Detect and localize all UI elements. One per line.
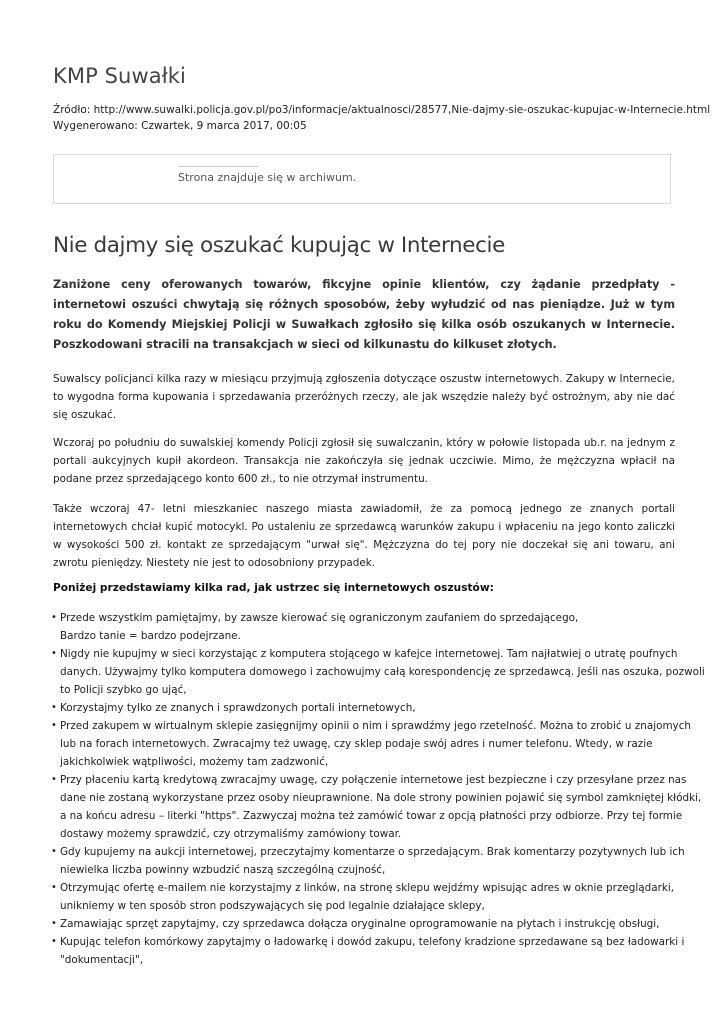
bullet-icon: • [51,612,57,623]
bullet-icon: • [51,882,57,893]
tip-line: "dokumentacji", [60,954,144,966]
tip-line: Gdy kupujemy na aukcji internetowej, przeczytajmy komentarze o sprzedającym. Brak komentarzy pozytywnych lub ich [60,846,685,858]
bullet-icon: • [51,918,57,929]
tip-item [53,609,673,645]
tip-line: Nigdy nie kupujmy w sieci korzystając z komputera stojącego w kafejce internetowej. Tam najłatwiej o utratę poufnych [60,648,678,660]
tip-line: Kupując telefon komórkowy zapytajmy o ładowarkę i dowód zakupu, telefony kradzione sprzedawane są bez ładowarki i [60,936,685,948]
archive-notice: Strona znajduje się w archiwum. [178,171,357,184]
tip-line: Korzystajmy tylko ze znanych i sprawdzonych portali internetowych, [60,702,416,714]
bullet-icon: • [51,702,57,713]
tip-line: danych. Używajmy tylko komputera domowego i zachowujmy całą korespondencję ze sprzedawcą. Jeśli nas oszuka, pozwoli [60,666,705,678]
tip-line: jakichkolwiek wątpliwości, możemy tam zadzwonić, [60,756,329,768]
generated-line: Wygenerowano: Czwartek, 9 marca 2017, 00:05 [53,120,307,132]
tip-item [53,915,673,933]
tip-line: Bardzo tanie = bardzo podejrzane. [60,630,241,642]
tip-line: lub na forach internetowych. Zwracajmy też uwagę, czy sklep podaje swój adres i numer telefonu. Wtedy, w razie [60,738,653,750]
tip-item [51,933,685,969]
bullet-icon: • [51,936,57,947]
bullet-icon: • [51,774,57,785]
tip-item [51,771,702,843]
article-paragraph: Wczoraj po południu do suwalskiej komendy Policji zgłosił się suwalczanin, który w połowie listopada ub.r. na jednym z portali aukcyjnych kupił akordeon. Transakcja nie zakończyła się jednak uczciwie. Mimo, że mężczyzna wpłacił na podane przez sprzedającego konto 600 zł., to nie otrzymał instrumentu. [53,437,675,485]
tips-heading: Poniżej przedstawiamy kilka rad, jak ustrzec się internetowych oszustów: [53,582,494,594]
tip-line: dane nie zostaną wykorzystane przez osoby nieuprawnione. Na dole strony powinien pojawić się symbol zamkniętej kłódki, [60,792,702,804]
tip-item [51,717,692,771]
article-paragraph: Także wczoraj 47- letni mieszkaniec naszego miasta zawiadomił, że za pomocą jednego ze znanych portali internetowych chciał kupić motocykl. Po ustaleniu ze sprzedawcą warunków zakupu i wpłaceniu na jego konto zaliczki w wysokości 500 zł. kontakt ze sprzedającym "urwał się". Mężczyzna do tej pory nie doczekał się ani towaru, ani zwrotu pieniędzy. Niestety nie jest to odosobniony przypadek. [53,503,675,569]
article-paragraph: Suwalscy policjanci kilka razy w miesiącu przyjmują zgłoszenia dotyczące oszustw internetowych. Zakupy w Internecie, to wygodna forma kupowania i sprzedawania przeróżnych rzeczy, ale jak wszędzie należy być ostrożnym, aby nie dać się oszukać. [53,373,675,421]
tip-line: Przede wszystkim pamiętajmy, by zawsze kierować się ograniczonym zaufaniem do sprzedającego, [60,612,579,624]
tip-line: Przy płaceniu kartą kredytową zwracajmy uwagę, czy połączenie internetowe jest bezpieczne i czy przesyłane przez nas [60,774,687,786]
tip-item [51,645,705,699]
article-lead: Zaniżone ceny oferowanych towarów, fikcyjne opinie klientów, czy żądanie przedpłaty - internetowi oszuści chwytają się różnych sposobów, żeby wyłudzić od nas pieniądze. Już w tym roku do Komendy Miejskiej Policji w Suwałkach zgłosiło się kilka osób oszukanych w Internecie. Poszkodowani stracili na transakcjach w sieci od kilkunastu do kilkuset złotych. [53,278,675,351]
tip-line: unikniemy w ten sposób stron podszywających się pod legalnie działające sklepy, [60,900,485,912]
tip-item [53,699,673,717]
bullet-icon: • [51,846,57,857]
tip-line: Otrzymując ofertę e-mailem nie korzystajmy z linków, na stronę sklepu wejdźmy wpisując adres w oknie przeglądarki, [60,882,675,894]
archive-notice-box [53,154,671,204]
tip-line: niewielka liczba powinny wzbudzić naszą szczególną czujność, [60,864,386,876]
tip-line: Przed zakupem w wirtualnym sklepie zasięgnijmy opinii o nim i sprawdźmy jego rzetelność. Można to zrobić u znajomych [60,720,692,732]
bullet-icon: • [51,648,57,659]
archive-divider [178,166,258,167]
bullet-icon: • [51,720,57,731]
tips-list [51,609,705,969]
tip-line: a na końcu adresu – literki "https". Zazwyczaj można też zamówić towar z opcją płatności przy odbiorze. Przy tej formie [60,810,683,822]
site-title: KMP Suwałki [53,64,186,88]
tip-line: to Policji szybko go ująć, [60,684,187,696]
tip-line: dostawy możemy sprawdzić, czy otrzymaliśmy zamówiony towar. [60,828,402,840]
source-line: Źródło: http://www.suwalki.policja.gov.pl/po3/informacje/aktualnosci/28577,Nie-dajmy-sie-oszukac-kupujac-w-Internecie.html [53,104,711,116]
document-meta [53,102,710,134]
tip-item [51,843,685,879]
tip-item [53,879,673,915]
tip-line: Zamawiając sprzęt zapytajmy, czy sprzedawca dołącza oryginalne oprogramowanie na płytach i instrukcję obsługi, [60,918,660,930]
article-title: Nie dajmy się oszukać kupując w Internecie [53,233,505,258]
